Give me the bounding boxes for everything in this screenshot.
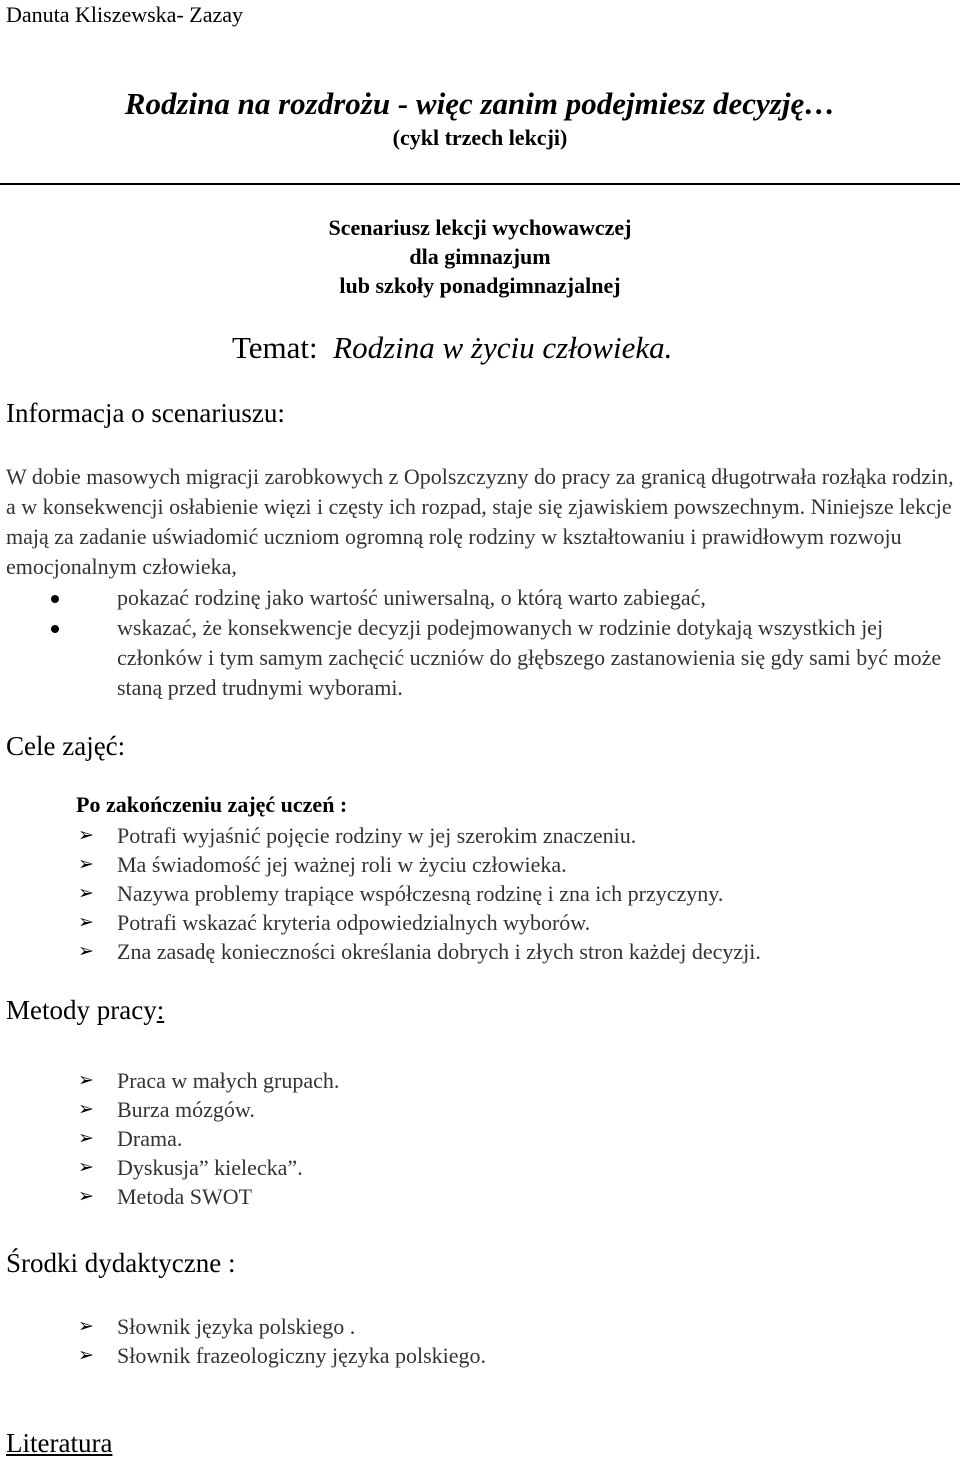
arrow-icon: ➢ (78, 1098, 94, 1120)
list-item (76, 1341, 486, 1370)
bullet-icon (51, 595, 59, 603)
list-item-text: Słownik języka polskiego . (117, 1314, 356, 1339)
list-item (76, 850, 761, 879)
list-item (76, 1153, 339, 1182)
methods-heading-colon: : (156, 995, 165, 1025)
list-item-text: Burza mózgów. (117, 1097, 255, 1122)
literature-heading: Literatura (6, 1428, 113, 1458)
scenario-line: dla gimnazjum (409, 244, 551, 269)
list-item-text: Drama. (117, 1126, 183, 1151)
list-item (76, 1182, 339, 1211)
goals-list (76, 821, 761, 966)
list-item-text: Nazywa problemy trapiące współczesną rodzinę i zna ich przyczyny. (117, 881, 724, 906)
list-item (76, 908, 761, 937)
list-item-text: Potrafi wyjaśnić pojęcie rodziny w jej szerokim znaczeniu. (117, 823, 637, 848)
list-item (76, 937, 761, 966)
methods-list (76, 1066, 339, 1211)
arrow-icon: ➢ (78, 882, 94, 904)
arrow-icon: ➢ (78, 1315, 94, 1337)
arrow-icon: ➢ (78, 1127, 94, 1149)
list-item-text: Praca w małych grupach. (117, 1068, 340, 1093)
methods-heading-text: Metody pracy (6, 995, 157, 1025)
arrow-icon: ➢ (78, 1185, 94, 1207)
document-title: Rodzina na rozdrożu - więc zanim podejmiesz decyzję… (124, 86, 836, 121)
list-item-text: pokazać rodzinę jako wartość uniwersalną, o którą warto zabiegać, (117, 585, 706, 610)
list-item (48, 583, 948, 613)
list-item-text: Potrafi wskazać kryteria odpowiedzialnych wyborów. (117, 910, 591, 935)
arrow-icon: ➢ (78, 911, 94, 933)
arrow-icon: ➢ (78, 824, 94, 846)
arrow-icon: ➢ (78, 1156, 94, 1178)
author-name: Danuta Kliszewska- Zazay (6, 2, 244, 27)
list-item (76, 1095, 339, 1124)
list-item-text: Metoda SWOT (117, 1184, 253, 1209)
aids-list (76, 1312, 486, 1370)
arrow-icon: ➢ (78, 853, 94, 875)
list-item (76, 1312, 486, 1341)
list-item (76, 1066, 339, 1095)
scenario-line: lub szkoły ponadgimnazjalnej (339, 273, 621, 298)
list-item-text: Słownik frazeologiczny języka polskiego. (117, 1343, 487, 1368)
goals-heading: Cele zajęć: (6, 731, 126, 761)
info-bullet-list (48, 583, 948, 703)
topic-line (232, 330, 672, 366)
info-paragraph: W dobie masowych migracji zarobkowych z Opolszczyzny do pracy za granicą długotrwała rozłąka rodzin, a w konsekwencji osłabienie więzi i częsty ich rozpad, staje się zjawiskiem powszechnym. Niniejsze lekcje mają za zadanie uświadomić uczniom ogromną rolę rodziny w kształtowaniu i prawidłowym rozwoju emocjonalnym człowieka, (6, 464, 954, 579)
scenario-line: Scenariusz lekcji wychowawczej (328, 215, 632, 240)
list-item-text: Dyskusja” kielecka”. (117, 1155, 303, 1180)
topic-label: Temat: (232, 330, 318, 365)
info-heading: Informacja o scenariuszu: (6, 398, 285, 428)
scenario-block (270, 213, 690, 300)
arrow-icon: ➢ (78, 1069, 94, 1091)
list-item (76, 1124, 339, 1153)
list-item-text: Zna zasadę konieczności określania dobrych i złych stron każdej decyzji. (117, 939, 761, 964)
horizontal-rule (0, 183, 960, 185)
list-item (76, 821, 761, 850)
list-item-text: wskazać, że konsekwencje decyzji podejmowanych w rodzinie dotykają wszystkich jej członków i tym samym zachęcić uczniów do głębszego zastanowienia się gdy sami być może staną przed trudnymi wyborami. (117, 615, 942, 700)
topic-value: Rodzina w życiu człowieka. (333, 330, 673, 365)
arrow-icon: ➢ (78, 1344, 94, 1366)
arrow-icon: ➢ (78, 940, 94, 962)
bullet-icon (51, 625, 59, 633)
list-item (76, 879, 761, 908)
aids-heading: Środki dydaktyczne : (6, 1248, 236, 1278)
list-item-text: Ma świadomość jej ważnej roli w życiu człowieka. (117, 852, 567, 877)
methods-heading (6, 995, 164, 1026)
goals-lead: Po zakończeniu zajęć uczeń : (76, 792, 348, 817)
document-subtitle: (cykl trzech lekcji) (392, 125, 568, 150)
list-item (48, 613, 948, 703)
